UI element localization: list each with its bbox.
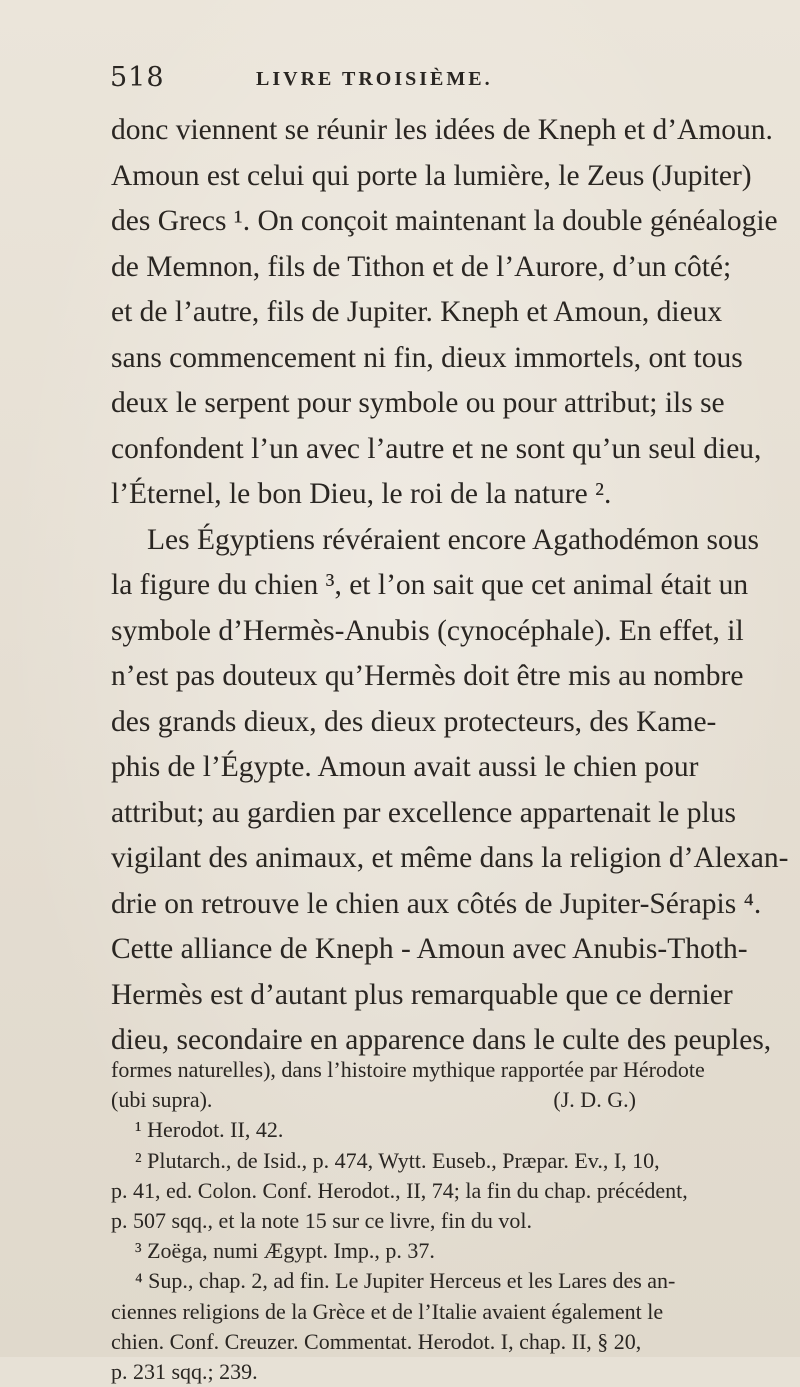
- text-line: drie on retrouve le chien aux côtés de Jupiter-Sérapis ⁴.: [111, 887, 762, 920]
- text-line: l’Éternel, le bon Dieu, le roi de la nature ².: [111, 478, 612, 510]
- text-line: dieu, secondaire en apparence dans le culte des peuples,: [111, 1024, 772, 1056]
- text-line: de Memnon, fils de Tithon et de l’Aurore, d’un côté;: [111, 250, 732, 283]
- text-line: phis de l’Égypte. Amoun avait aussi le chien pour: [111, 751, 699, 783]
- text-line: vigilant des animaux, et même dans la religion d’Alexan-: [111, 842, 789, 874]
- text-line: confondent l’un avec l’autre et ne sont qu’un seul dieu,: [111, 432, 762, 465]
- text-line: la figure du chien ³, et l’on sait que cet animal était un: [111, 569, 749, 601]
- text-line: donc viennent se réunir les idées de Kneph et d’Amoun.: [111, 114, 773, 146]
- page-header: [110, 62, 710, 96]
- footnote-line: ³ Zoëga, numi Ægypt. Imp., p. 37.: [135, 1238, 435, 1264]
- footnote-line: chien. Conf. Creuzer. Commentat. Herodot. I, chap. II, § 20,: [111, 1328, 642, 1354]
- running-head: LIVRE TROISIÈME.: [256, 68, 493, 90]
- footnote-line: ² Plutarch., de Isid., p. 474, Wytt. Euseb., Præpar. Ev., I, 10,: [135, 1147, 660, 1173]
- text-line: Amoun est celui qui porte la lumière, le Zeus (Jupiter): [111, 159, 752, 192]
- footnote-line: p. 507 sqq., et la note 15 sur ce livre, fin du vol.: [111, 1207, 532, 1233]
- page-number: 518: [110, 62, 165, 93]
- text-line: symbole d’Hermès-Anubis (cynocéphale). En effet, il: [111, 614, 744, 647]
- footnote-line: p. 41, ed. Colon. Conf. Herodot., II, 74; la fin du chap. précédent,: [111, 1177, 688, 1203]
- text-line: attribut; au gardien par excellence appartenait le plus: [111, 796, 736, 829]
- text-line: deux le serpent pour symbole ou pour attribut; ils se: [111, 387, 725, 419]
- footnote-line: (ubi supra). (J. D. G.): [111, 1087, 636, 1113]
- footnote-line: ¹ Herodot. II, 42.: [135, 1117, 284, 1143]
- footnote-line: ⁴ Sup., chap. 2, ad fin. Le Jupiter Herceus et les Lares des an-: [135, 1268, 676, 1294]
- text-line: n’est pas douteux qu’Hermès doit être mis au nombre: [111, 660, 744, 692]
- text-line: et de l’autre, fils de Jupiter. Kneph et Amoun, dieux: [111, 296, 723, 328]
- text-line: sans commencement ni fin, dieux immortels, ont tous: [111, 341, 743, 374]
- text-line: Les Égyptiens révéraient encore Agathodémon sous: [147, 523, 759, 556]
- text-line: des Grecs ¹. On conçoit maintenant la double généalogie: [111, 205, 778, 237]
- main-text: [111, 108, 789, 1064]
- text-line: des grands dieux, des dieux protecteurs, des Kame-: [111, 705, 717, 738]
- footnote-line: p. 231 sqq.; 239.: [111, 1358, 258, 1384]
- text-line: Hermès est d’autant plus remarquable que ce dernier: [111, 978, 733, 1011]
- footnote-line: formes naturelles), dans l’histoire mythique rapportée par Hérodote: [111, 1057, 705, 1082]
- footnote-line: ciennes religions de la Grèce et de l’Italie avaient également le: [111, 1298, 664, 1324]
- footnotes: [111, 1055, 761, 1387]
- text-line: Cette alliance de Kneph - Amoun avec Anubis-Thoth-: [111, 933, 748, 965]
